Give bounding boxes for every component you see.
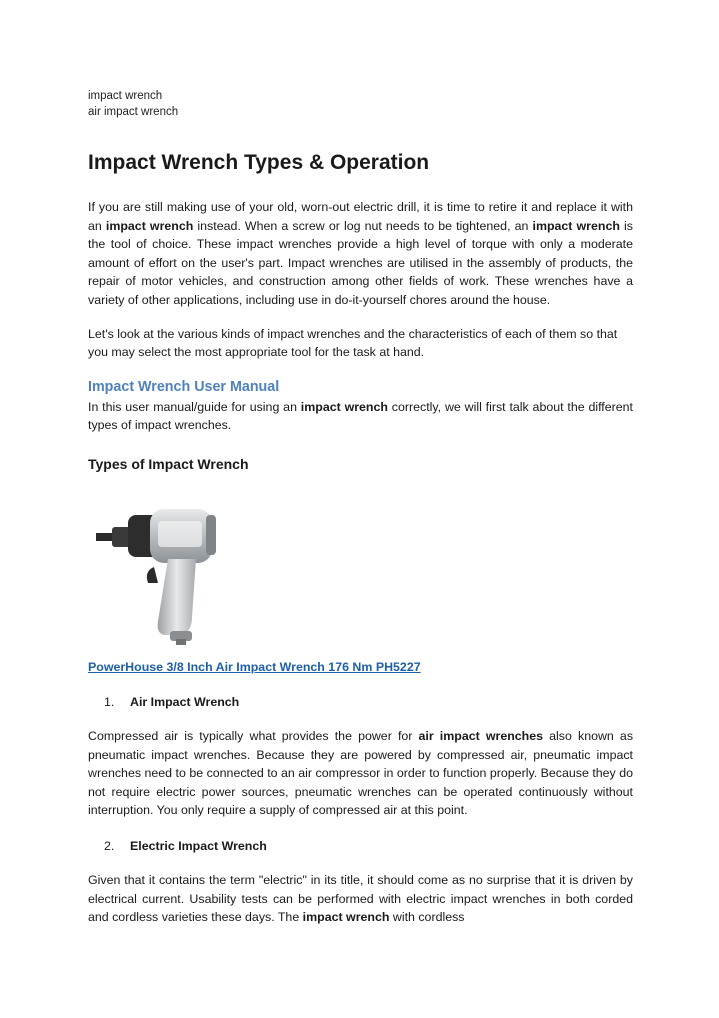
keyword-tags	[88, 88, 633, 120]
list-item-electric: 2. Electric Impact Wrench	[104, 838, 267, 853]
selection-paragraph: Let's look at the various kinds of impact wrenches and the characteristics of each of them so that you may select the most appropriate tool for the task at hand.	[88, 326, 618, 360]
electric-paragraph: Given that it contains the term "electric" in its title, it should come as no surprise that it is driven by electrical current. Usability tests can be performed with electric impact wrenches in both corded and cordless varieties these days. The impact wrench with cordless	[88, 872, 633, 925]
types-heading: Types of Impact Wrench	[88, 455, 249, 472]
air-paragraph: Compressed air is typically what provides the power for air impact wrenches also known as pneumatic impact wrenches. Because they are powered by compressed air, pneumatic impact wrenches need to be connected to an air compressor in order to function properly. Because they do not require electric power sources, pneumatic wrenches can be operated continuously without interruption. You only require a supply of compressed air at this point.	[88, 728, 634, 818]
intro-paragraph: If you are still making use of your old, worn-out electric drill, it is time to retire it and replace it with an impact wrench instead. When a screw or log nut needs to be tightened, an impact wrench is the tool of choice. These impact wrenches provide a high level of torque with only a moderate amount of effort on the user's part. Impact wrenches are utilised in the assembly of products, the repair of motor vehicles, and construction among other fields of work. These wrenches have a variety of other applications, including use in do-it-yourself chores around the house.	[88, 200, 633, 307]
document-page	[88, 88, 633, 927]
page-title: Impact Wrench Types & Operation	[88, 151, 430, 174]
air-impact-wrench-photo	[88, 485, 318, 650]
keyword-tag: air impact wrench	[88, 106, 179, 118]
manual-paragraph: In this user manual/guide for using an impact wrench correctly, we will first talk about the different types of impact wrenches.	[88, 399, 633, 433]
product-link[interactable]: PowerHouse 3/8 Inch Air Impact Wrench 176 Nm PH5227	[88, 659, 421, 674]
keyword-tag: impact wrench	[88, 90, 163, 102]
list-item-air: 1. Air Impact Wrench	[104, 694, 240, 709]
manual-heading: Impact Wrench User Manual	[88, 378, 280, 395]
